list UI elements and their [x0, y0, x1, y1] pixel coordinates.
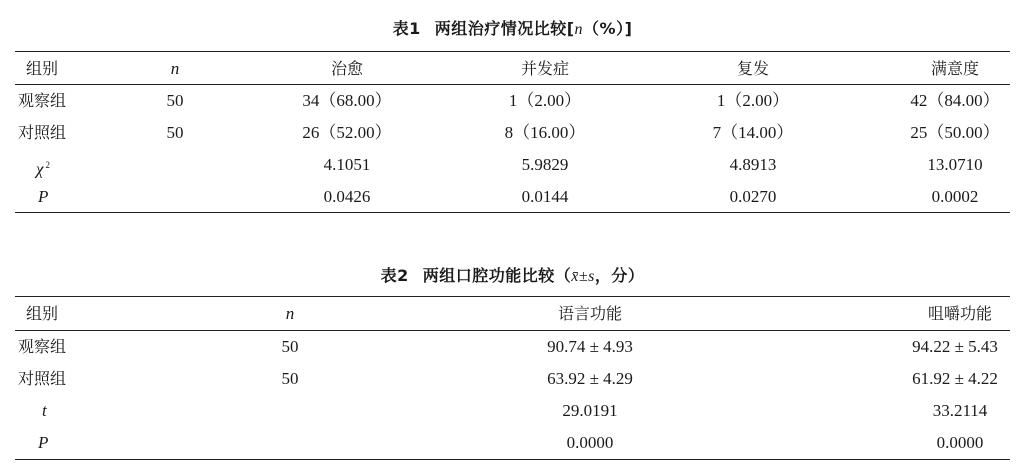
table1-header-complication: 并发症 — [520, 59, 569, 78]
table-row — [0, 85, 1025, 117]
table1-row2-n: 50 — [166, 123, 184, 142]
table1-chi-satisfaction: 13.0710 — [927, 155, 983, 174]
table2-header-n: n — [285, 304, 295, 323]
chi-symbol: χ — [36, 159, 44, 179]
chi-superscript: 2 — [45, 160, 50, 170]
table1-chi-cured: 4.1051 — [323, 155, 371, 174]
table1-row1-complication: 1（2.00） — [508, 91, 582, 110]
table2-row2-chewing: 61.92 ± 4.22 — [912, 369, 998, 388]
table1-top-rule — [15, 51, 1010, 52]
table2-title-var: x̄±s — [571, 268, 595, 285]
table1-p-complication: 0.0144 — [521, 187, 569, 206]
table2-row1-n: 50 — [281, 337, 299, 356]
table2-row2-n: 50 — [281, 369, 299, 388]
table1-row2-cured: 26（52.00） — [302, 123, 392, 142]
table2-header-group: 组别 — [26, 304, 59, 323]
table1-header-relapse: 复发 — [736, 59, 769, 78]
table2-p-row — [0, 427, 1025, 459]
table-row — [0, 117, 1025, 149]
table1-row2-satisfaction: 25（50.00） — [910, 123, 1000, 142]
table1-header-n: n — [170, 59, 180, 78]
table2-bottom-rule — [15, 459, 1010, 460]
table2-label: 表2 — [380, 266, 409, 285]
table1-p-cured: 0.0426 — [323, 187, 371, 206]
table1-row1-satisfaction: 42（84.00） — [910, 91, 1000, 110]
table1-title-main: 两组治疗情况比较[ — [434, 19, 575, 38]
table1-chi-row — [0, 149, 1025, 181]
table2-top-rule — [15, 296, 1010, 297]
table1-chi-complication: 5.9829 — [521, 155, 569, 174]
table2-row1-speech: 90.74 ± 4.93 — [547, 337, 633, 356]
table2-row1-group: 观察组 — [18, 337, 67, 356]
table1-title-tail: （%）] — [583, 19, 633, 38]
table1-p-relapse: 0.0270 — [729, 187, 777, 206]
table2-row1-chewing: 94.22 ± 5.43 — [912, 337, 998, 356]
table2-t-speech: 29.0191 — [562, 401, 618, 420]
table2-t-label: t — [42, 401, 47, 420]
table1-row1-cured: 34（68.00） — [302, 91, 392, 110]
table2-header-row — [0, 298, 1025, 330]
table1-row2-relapse: 7（14.00） — [712, 123, 794, 142]
table2-row2-speech: 63.92 ± 4.29 — [547, 369, 633, 388]
table1-header-row — [0, 53, 1025, 85]
table2-title-tail: ，分） — [594, 266, 645, 285]
table1-caption — [0, 16, 1025, 39]
table-row — [0, 331, 1025, 363]
table2-t-row — [0, 395, 1025, 427]
table2-p-speech: 0.0000 — [566, 433, 614, 452]
table1-p-satisfaction: 0.0002 — [931, 187, 979, 206]
table1-chi-relapse: 4.8913 — [729, 155, 777, 174]
table1-row2-group: 对照组 — [18, 123, 67, 142]
table2-caption — [0, 263, 1025, 286]
table1-row1-group: 观察组 — [18, 91, 67, 110]
table1-header-satisfaction: 满意度 — [930, 59, 979, 78]
table1-p-label: P — [38, 187, 49, 206]
table2-header-chewing: 咀嚼功能 — [927, 304, 992, 323]
table1-row2-complication: 8（16.00） — [504, 123, 586, 142]
table1-bottom-rule — [15, 212, 1010, 213]
table2-row2-group: 对照组 — [18, 369, 67, 388]
table-row — [0, 363, 1025, 395]
table1-title-var: n — [574, 21, 584, 38]
table2-p-label: P — [38, 433, 49, 452]
table1-label: 表1 — [392, 19, 421, 38]
table1-row1-relapse: 1（2.00） — [716, 91, 790, 110]
table2-header-speech: 语言功能 — [557, 304, 622, 323]
table2-p-chewing: 0.0000 — [936, 433, 984, 452]
table2-t-chewing: 33.2114 — [932, 401, 988, 420]
table1-p-row — [0, 181, 1025, 213]
table2-title-main: 两组口腔功能比较（ — [422, 266, 572, 285]
table1-row1-n: 50 — [166, 91, 184, 110]
table1-header-group: 组别 — [26, 59, 59, 78]
table1-header-cured: 治愈 — [330, 59, 363, 78]
